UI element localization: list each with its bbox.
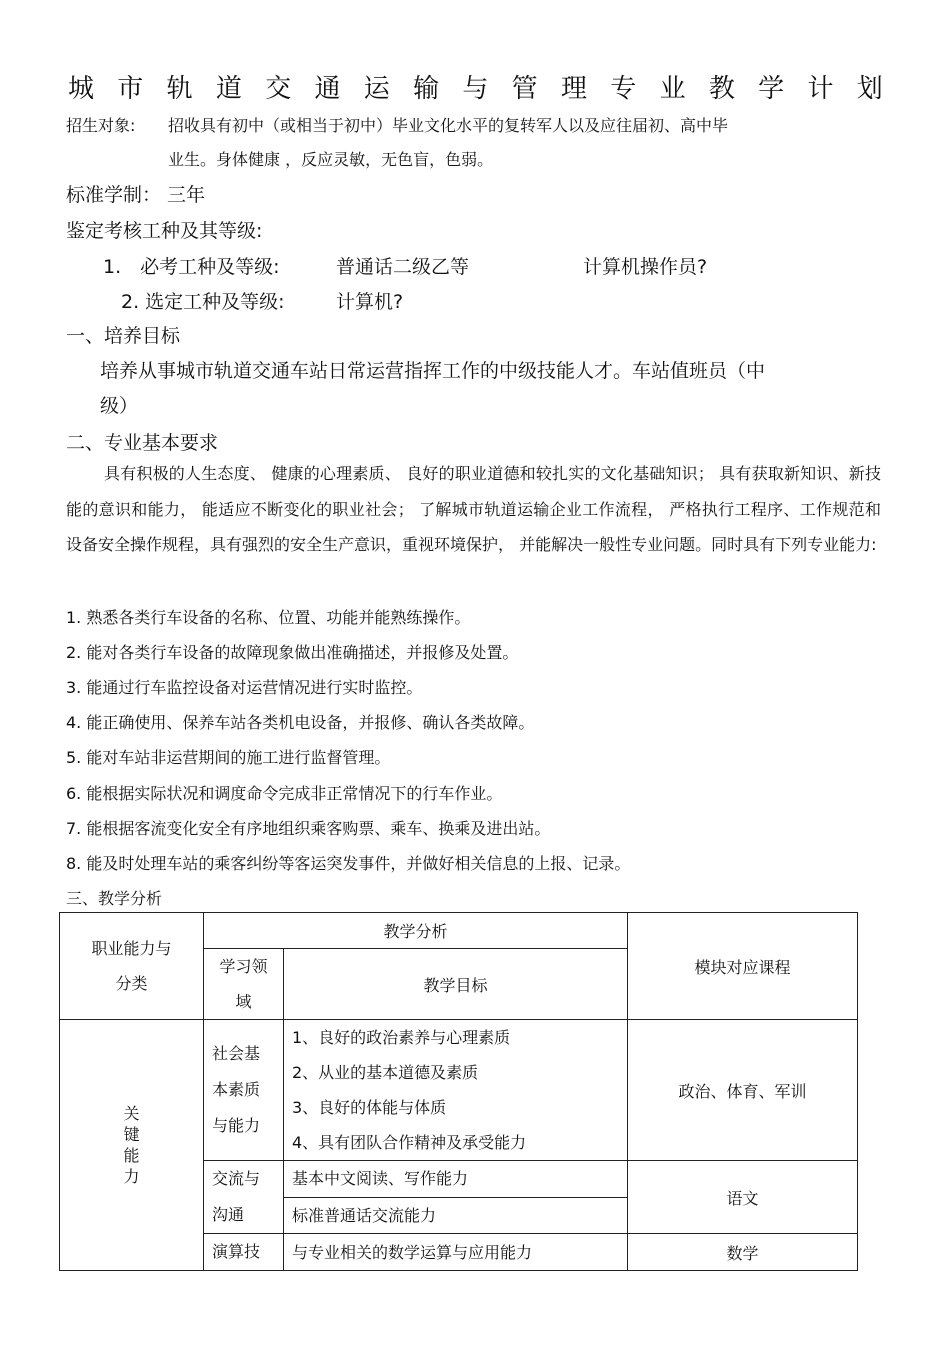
course-cell: 数学 [628, 1234, 858, 1271]
requirement-item: 8. 能及时处理车站的乘客纠纷等客运突发事件，并做好相关信息的上报、记录。 [66, 854, 631, 873]
learning-field-line: 交流与 [212, 1169, 261, 1188]
title-char: 城 [68, 73, 95, 104]
enrollment-line2: 业生。身体健康 ，反应灵敏，无色盲，色弱。 [168, 150, 494, 169]
learning-field-line: 演算技 [212, 1242, 261, 1261]
document-title [68, 68, 883, 104]
course-cell: 语文 [628, 1161, 858, 1234]
teaching-goal-item: 3、良好的体能与体质 [292, 1098, 447, 1117]
title-char: 学 [758, 73, 785, 104]
header-ability-category [60, 913, 204, 1020]
assessment-heading: 鉴定考核工种及其等级: [66, 220, 263, 242]
title-char: 专 [610, 73, 637, 104]
teaching-analysis-table [59, 912, 858, 1271]
teaching-goal-cell [284, 1161, 628, 1198]
elective-item-computer: 计算机? [336, 291, 404, 313]
learning-field-cell [204, 1020, 284, 1161]
requirement-item: 5. 能对车站非运营期间的施工进行监督管理。 [66, 748, 391, 767]
course-cell: 政治、体育、军训 [628, 1020, 858, 1161]
table-row [60, 1020, 858, 1161]
section1-heading: 一、培养目标 [66, 325, 181, 347]
requirement-item: 6. 能根据实际状况和调度命令完成非正常情况下的行车作业。 [66, 784, 503, 803]
title-char: 管 [511, 73, 538, 104]
teaching-goal-cell [284, 1197, 628, 1234]
category-key-ability [60, 1020, 204, 1271]
title-char: 交 [265, 73, 292, 104]
teaching-goal-item: 标准普通话交流能力 [292, 1205, 437, 1225]
title-char: 通 [314, 73, 341, 104]
teaching-goal-cell [284, 1234, 628, 1271]
header-teaching-analysis: 教学分析 [204, 913, 628, 949]
category-char: 力 [123, 1167, 140, 1186]
duration: 标准学制： 三年 [66, 184, 206, 206]
requirement-item: 2. 能对各类行车设备的故障现象做出准确描述，并报修及处置。 [66, 643, 519, 662]
enrollment-line1: 招收具有初中（或相当于初中）毕业文化水平的复转军人以及应往届初、高中毕 [168, 116, 729, 135]
header-learning-field [204, 949, 284, 1020]
elective-label: 2. 选定工种及等级: [121, 291, 285, 313]
requirement-item: 7. 能根据客流变化安全有序地组织乘客购票、乘车、换乘及进出站。 [66, 819, 551, 838]
teaching-goal-item: 2、从业的基本道德及素质 [292, 1063, 479, 1082]
enrollment-label: 招生对象: [66, 116, 136, 135]
requirement-item: 1. 熟悉各类行车设备的名称、位置、功能并能熟练操作。 [66, 608, 471, 627]
required-item-mandarin: 普通话二级乙等 [336, 256, 470, 278]
learning-field-line: 与能力 [212, 1116, 261, 1135]
header-ability-category-line1: 职业能力与 [91, 939, 172, 958]
requirement-item: 4. 能正确使用、保养车站各类机电设备，并报修、确认各类故障。 [66, 713, 535, 732]
requirement-item: 3. 能通过行车监控设备对运营情况进行实时监控。 [66, 678, 423, 697]
title-char: 计 [807, 73, 834, 104]
section2-heading: 二、专业基本要求 [66, 432, 219, 454]
teaching-goal-item: 1、良好的政治素养与心理素质 [292, 1028, 511, 1047]
title-char: 业 [659, 73, 686, 104]
title-char: 市 [117, 73, 144, 104]
learning-field-line: 本素质 [212, 1080, 261, 1099]
section1-line2: 级） [100, 395, 139, 417]
teaching-goal-item: 基本中文阅读、写作能力 [292, 1169, 469, 1189]
header-learning-field-line1: 学习领 [219, 957, 268, 976]
title-char: 运 [363, 73, 390, 104]
learning-field-cell [204, 1234, 284, 1271]
category-char: 关 [123, 1104, 140, 1123]
section3-heading: 三、教学分析 [66, 889, 163, 908]
title-char: 划 [856, 73, 883, 104]
header-teaching-goal: 教学目标 [284, 949, 628, 1020]
title-char: 道 [215, 73, 242, 104]
title-char: 轨 [166, 73, 193, 104]
title-char: 理 [560, 73, 587, 104]
required-item-computer: 计算机操作员? [583, 256, 708, 278]
teaching-goal-item: 与专业相关的数学运算与应用能力 [292, 1242, 533, 1262]
title-char: 教 [708, 73, 735, 104]
title-char: 与 [462, 73, 489, 104]
table-header-row [60, 913, 858, 949]
learning-field-cell [204, 1161, 284, 1234]
category-char: 能 [123, 1146, 140, 1165]
header-ability-category-line2: 分类 [115, 974, 148, 993]
required-label: 1. 必考工种及等级: [103, 256, 280, 278]
learning-field-line: 社会基 [212, 1044, 261, 1063]
header-learning-field-line2: 域 [235, 992, 252, 1011]
category-char: 键 [123, 1125, 140, 1144]
title-char: 输 [413, 73, 440, 104]
teaching-goal-cell [284, 1020, 628, 1161]
teaching-goal-item: 4、具有团队合作精神及承受能力 [292, 1133, 527, 1152]
section1-line1: 培养从事城市轨道交通车站日常运营指挥工作的中级技能人才。车站值班员（中 [100, 360, 766, 382]
section2-paragraph: 具有积极的人生态度、 健康的心理素质、 良好的职业道德和较扎实的文化基础知识； 具有获取新知识、新技能的意识和能力， 能适应不断变化的职业社会； 了解城市轨道运输企业工作流程， 严格执行工程序、工作规范和设备安全操作规程，具有强烈的安全生产意识，重视环境保护， 并能解决一般性专业问题。同时具有下列专业能力: [66, 464, 881, 554]
learning-field-line: 沟通 [212, 1205, 245, 1224]
header-course: 模块对应课程 [628, 913, 858, 1020]
